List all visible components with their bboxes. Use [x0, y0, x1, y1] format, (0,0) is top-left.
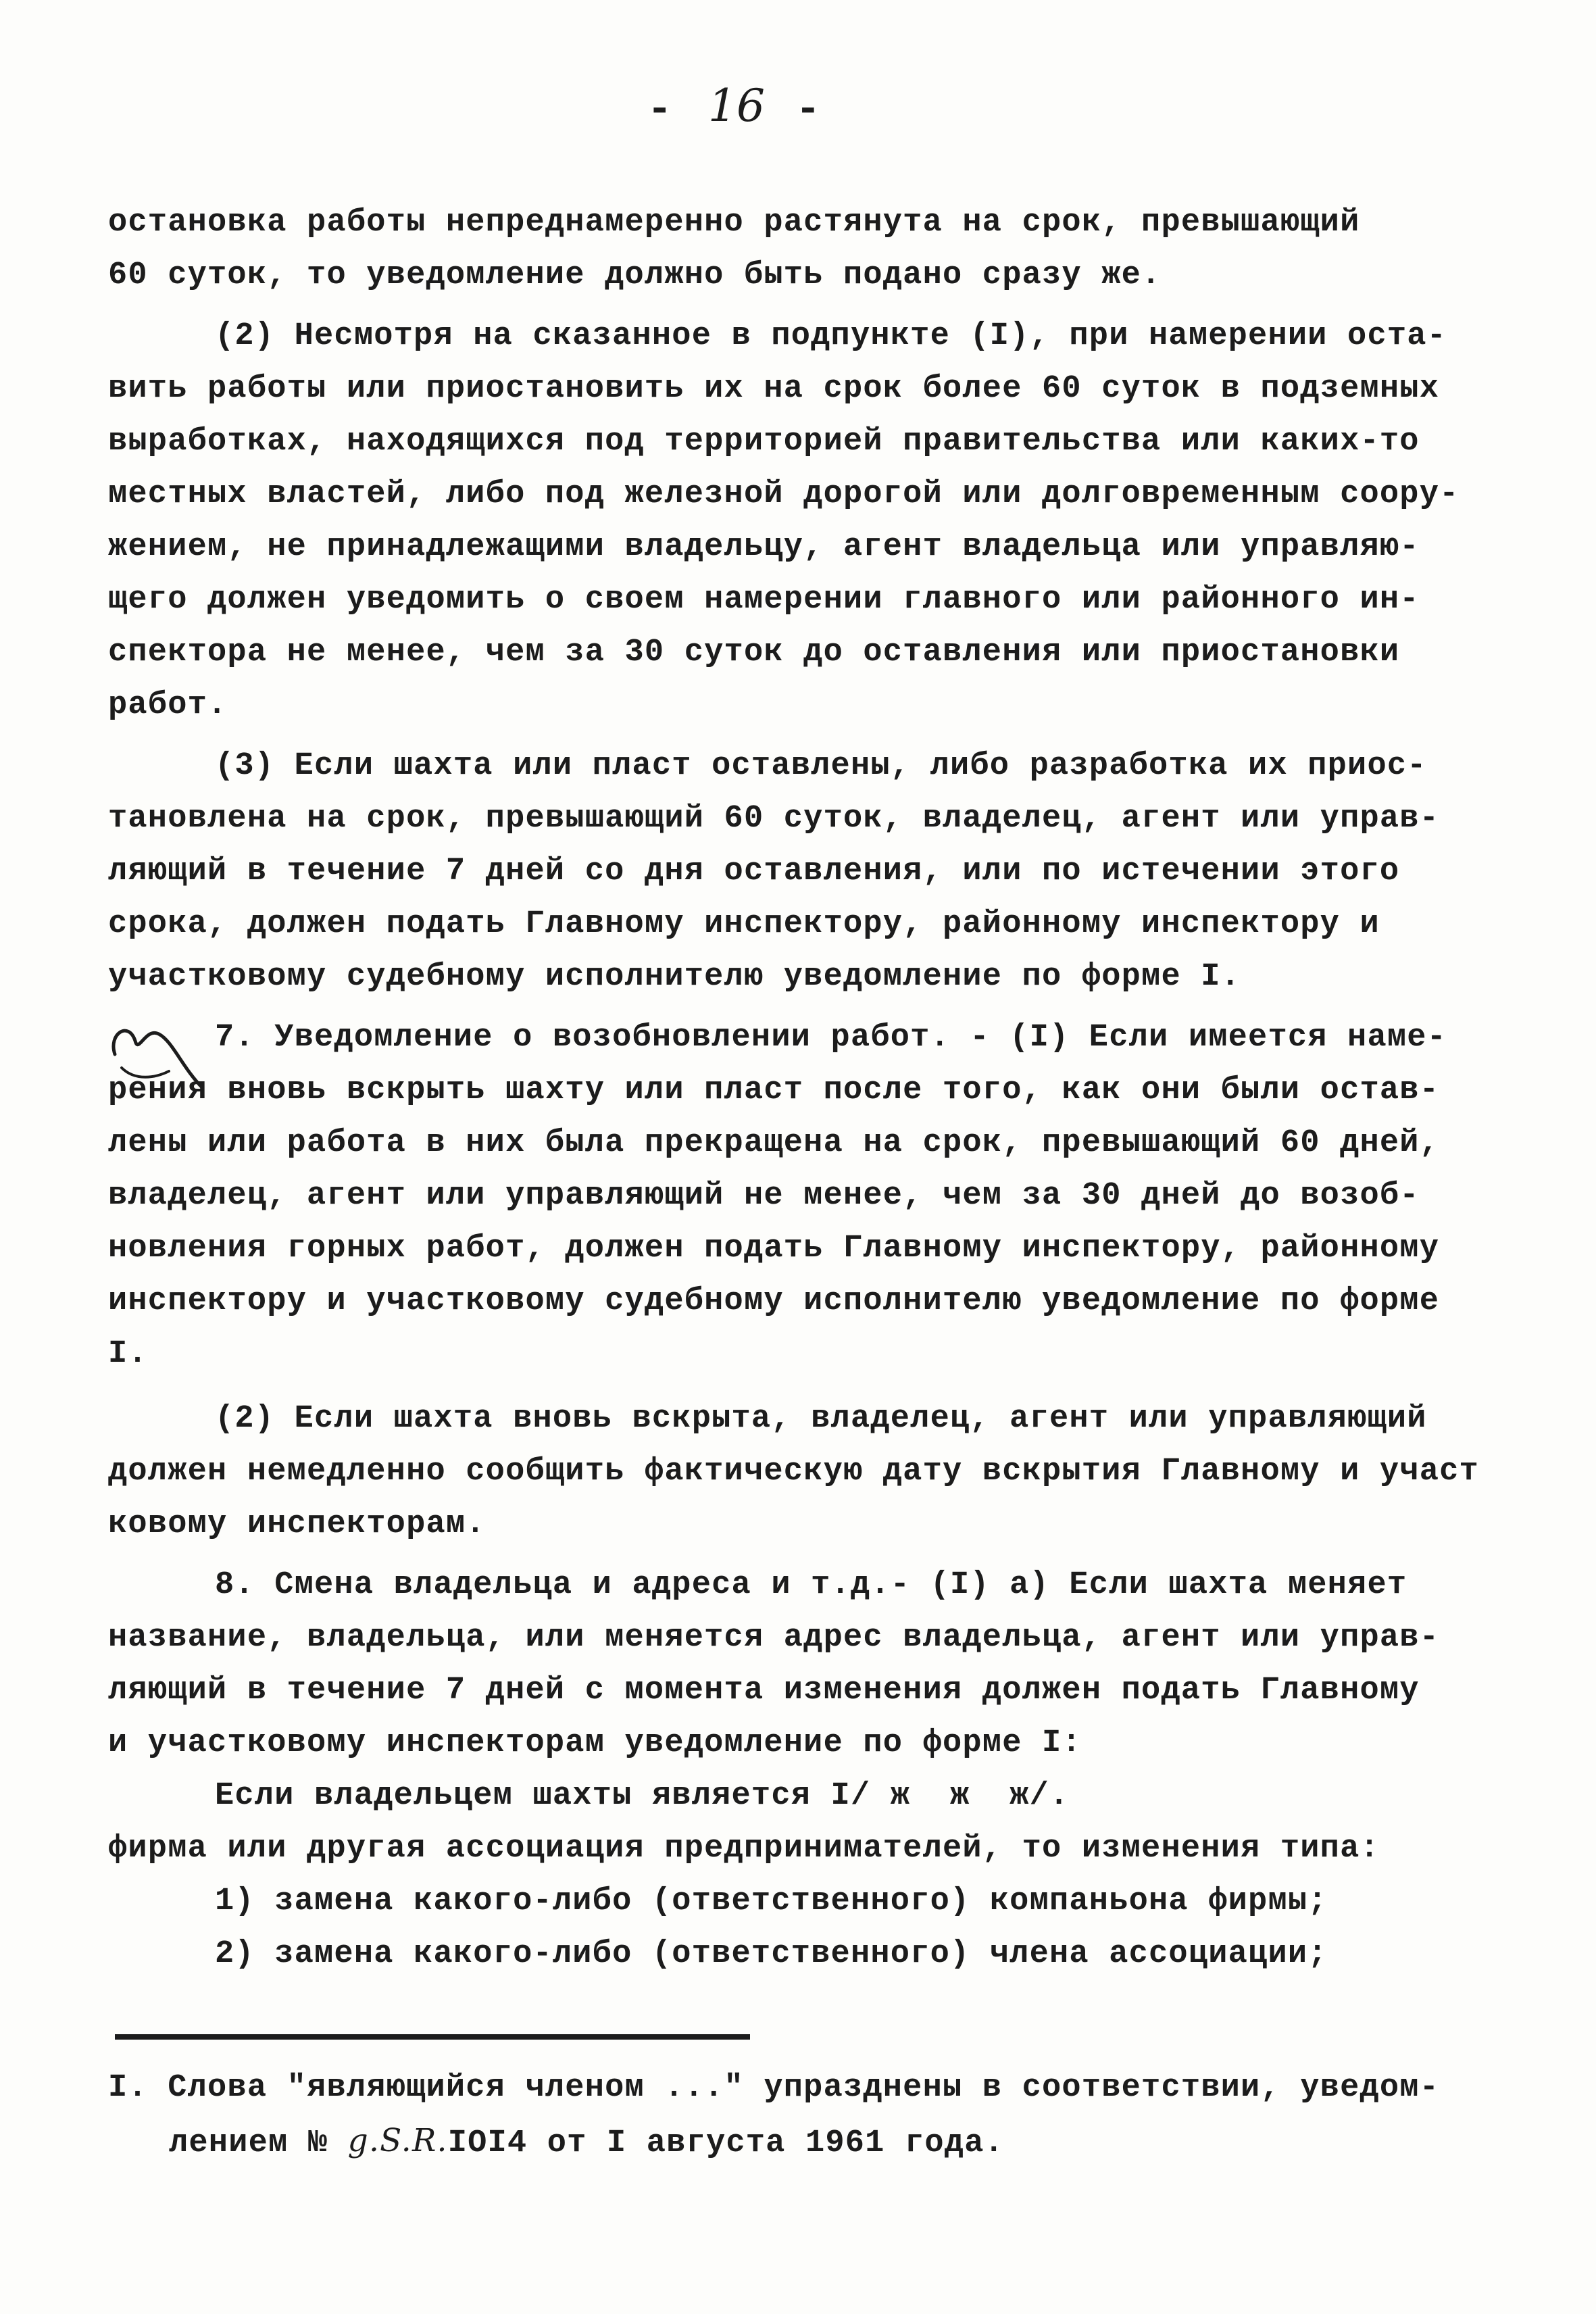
page-number-suffix: -: [764, 86, 826, 134]
text-line: I.: [108, 1336, 148, 1372]
text-line: срока, должен подать Главному инспектору, районному инспектору и: [108, 906, 1380, 942]
text-line: вить работы или приостановить их на срок более 60 суток в подземных: [108, 371, 1440, 407]
text-line: работ.: [108, 687, 228, 723]
footnote-line: I. Слова "являющийся членом ..." упразднены в соответствии, уведом-: [108, 2070, 1440, 2106]
footnote-line: [169, 2121, 1004, 2161]
text-line: ляющий в течение 7 дней со дня оставления, или по истечении этого: [108, 854, 1400, 889]
text-line: участковому судебному исполнителю уведомление по форме I.: [108, 959, 1241, 995]
text-line: выработках, находящихся под территорией правительства или каких-то: [108, 424, 1420, 460]
text-line: владелец, агент или управляющий не менее, чем за 30 дней до возоб-: [108, 1178, 1420, 1214]
text-line: Если владельцем шахты является I/ ж ж ж/.: [215, 1778, 1070, 1814]
text-line: местных властей, либо под железной дорогой или долговременным соору-: [108, 476, 1460, 512]
page-number: [635, 80, 838, 134]
paragraph-start-line: (2) Если шахта вновь вскрыта, владелец, агент или управляющий: [215, 1401, 1427, 1437]
footnote-suffix: IOI4 от I августа 1961 года.: [447, 2125, 1005, 2161]
text-line: остановка работы непреднамеренно растянута на срок, превышающий: [108, 205, 1360, 241]
paragraph-start-line: 7. Уведомление о возобновлении работ. - (I) Если имеется наме-: [215, 1020, 1447, 1056]
text-line: жением, не принадлежащими владельцу, агент владельца или управляю-: [108, 529, 1420, 565]
footnote-handwritten-ref: g.S.R.: [347, 2122, 448, 2159]
text-line: рения вновь вскрыть шахту или пласт после того, как они были остав-: [108, 1073, 1440, 1108]
text-line: и участковому инспекторам уведомление по форме I:: [108, 1725, 1082, 1761]
text-line: щего должен уведомить о своем намерении главного или районного ин-: [108, 582, 1420, 618]
list-item: 2) замена какого-либо (ответственного) члена ассоциации;: [215, 1936, 1328, 1972]
text-line: название, владельца, или меняется адрес владельца, агент или управ-: [108, 1620, 1440, 1656]
text-line: ковому инспекторам.: [108, 1506, 486, 1542]
text-line: инспектору и участковому судебному исполнителю уведомление по форме: [108, 1283, 1440, 1319]
list-item: 1) замена какого-либо (ответственного) компаньона фирмы;: [215, 1884, 1328, 1919]
text-line: фирма или другая ассоциация предпринимателей, то изменения типа:: [108, 1831, 1380, 1867]
text-line: спектора не менее, чем за 30 суток до оставления или приостановки: [108, 635, 1400, 670]
text-line: должен немедленно сообщить фактическую дату вскрытия Главному и участ: [108, 1454, 1479, 1490]
paragraph-start-line: 8. Смена владельца и адреса и т.д.- (I) а) Если шахта меняет: [215, 1567, 1407, 1603]
page-number-prefix: -: [647, 86, 708, 134]
page-number-handwritten: 16: [708, 80, 765, 132]
text-line: лены или работа в них была прекращена на срок, превышающий 60 дней,: [108, 1125, 1440, 1161]
text-line: тановлена на срок, превышающий 60 суток, владелец, агент или управ-: [108, 801, 1440, 837]
text-line: ляющий в течение 7 дней с момента изменения должен подать Главному: [108, 1673, 1420, 1708]
text-line: новления горных работ, должен подать Главному инспектору, районному: [108, 1231, 1440, 1266]
paragraph-start-line: (2) Несмотря на сказанное в подпункте (I), при намерении оста-: [215, 318, 1447, 354]
text-line: 60 суток, то уведомление должно быть подано сразу же.: [108, 257, 1162, 293]
paragraph-start-line: (3) Если шахта или пласт оставлены, либо разработка их приос-: [215, 748, 1427, 784]
footnote-prefix: лением №: [169, 2125, 348, 2161]
footnote-divider: [115, 2034, 750, 2040]
